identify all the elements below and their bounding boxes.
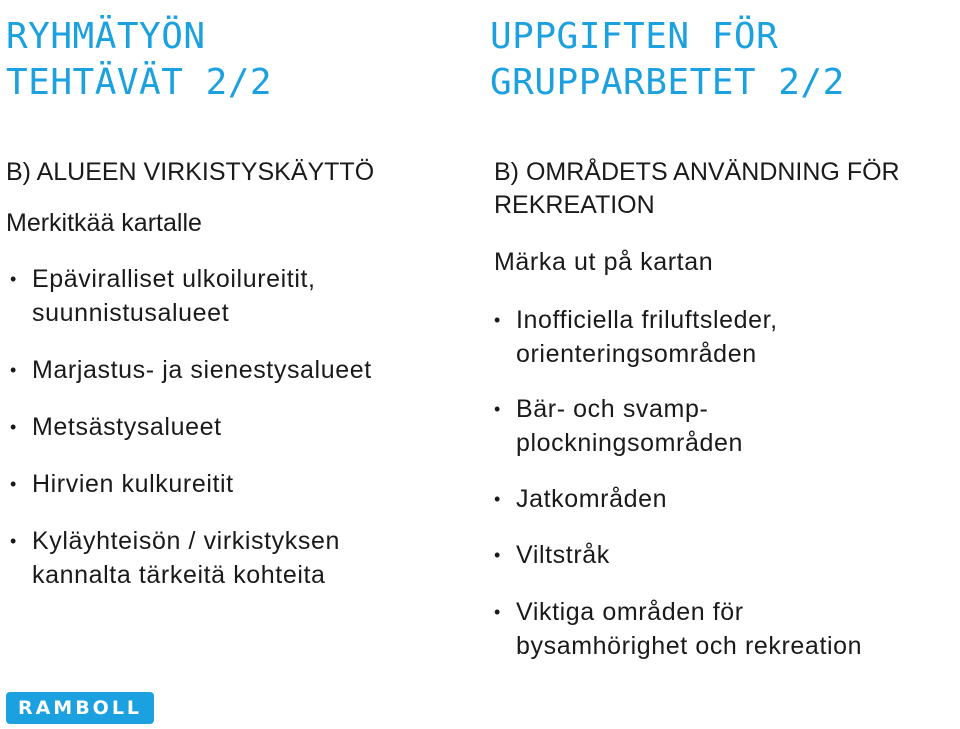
swedish-title-line1: UPPGIFTEN FÖR xyxy=(490,16,779,57)
bullet-dot-icon: • xyxy=(10,531,17,551)
bullet-dot-icon: • xyxy=(494,310,501,330)
bullet-dot-icon: • xyxy=(494,399,501,419)
swedish-subheading: Märka ut på kartan xyxy=(494,248,714,276)
bullet-dot-icon: • xyxy=(494,545,501,565)
finnish-title-line1: RYHMÄTYÖN xyxy=(6,16,206,57)
list-item-line1: Marjastus- ja sienestysalueet xyxy=(32,356,372,384)
list-item xyxy=(490,482,667,516)
swedish-section-heading-line2: REKREATION xyxy=(494,191,655,219)
swedish-title-line2: GRUPPARBETET 2/2 xyxy=(490,62,845,103)
list-item-line1: Bär- och svamp- xyxy=(516,395,709,423)
swedish-section-heading xyxy=(494,156,900,222)
list-item xyxy=(6,467,234,501)
list-item xyxy=(6,262,316,330)
ramboll-logo-text: RAMBOLL xyxy=(17,697,143,719)
list-item-line1: Jatkområden xyxy=(516,485,668,513)
list-item-line2: orienteringsområden xyxy=(516,340,757,368)
list-item xyxy=(490,595,862,663)
list-item-line2: bysamhörighet och rekreation xyxy=(516,632,863,660)
bullet-dot-icon: • xyxy=(10,360,17,380)
finnish-title xyxy=(6,14,272,106)
bullet-dot-icon: • xyxy=(494,489,501,509)
ramboll-logo xyxy=(6,692,154,724)
swedish-title xyxy=(490,14,845,106)
list-item-line1: Metsästysalueet xyxy=(32,413,222,441)
list-item-line2: plockningsområden xyxy=(516,429,743,457)
bullet-dot-icon: • xyxy=(10,474,17,494)
list-item-line1: Viktiga områden för xyxy=(516,598,744,626)
list-item xyxy=(6,353,372,387)
bullet-dot-icon: • xyxy=(10,417,17,437)
list-item-line2: suunnistusalueet xyxy=(32,299,230,327)
list-item-line1: Hirvien kulkureitit xyxy=(32,470,234,498)
list-item-line1: Viltstråk xyxy=(516,541,610,569)
finnish-section-heading: B) ALUEEN VIRKISTYSKÄYTTÖ xyxy=(6,158,375,186)
list-item-line1: Kyläyhteisön / virkistyksen xyxy=(32,527,340,555)
list-item xyxy=(490,538,610,572)
bullet-dot-icon: • xyxy=(494,602,501,622)
list-item-line1: Epäviralliset ulkoilureitit, xyxy=(32,265,316,293)
bullet-dot-icon: • xyxy=(10,269,17,289)
list-item-line1: Inofficiella friluftsleder, xyxy=(516,306,778,334)
finnish-subheading: Merkitkää kartalle xyxy=(6,209,202,237)
finnish-title-line2: TEHTÄVÄT 2/2 xyxy=(6,62,273,103)
list-item xyxy=(490,392,743,460)
swedish-section-heading-line1: B) OMRÅDETS ANVÄNDNING FÖR xyxy=(494,158,900,186)
list-item xyxy=(6,410,222,444)
list-item-line2: kannalta tärkeitä kohteita xyxy=(32,561,326,589)
list-item xyxy=(6,524,340,592)
list-item xyxy=(490,303,778,371)
